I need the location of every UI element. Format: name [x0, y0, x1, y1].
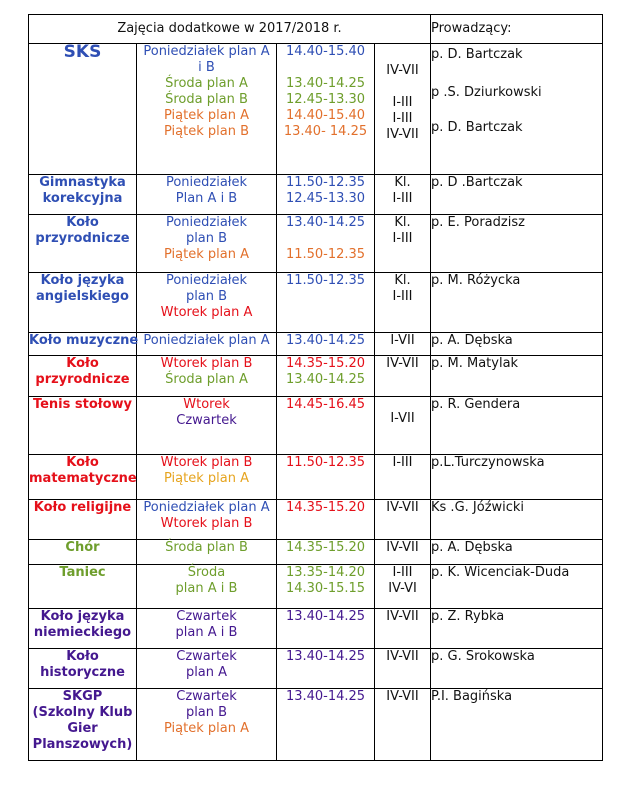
schedule-table — [28, 14, 603, 761]
activity-name: Koło historyczne — [29, 649, 137, 689]
activity-leaders: p. G. Srokowska — [431, 649, 603, 689]
activity-name: Koło przyrodnicze — [29, 215, 137, 273]
activity-leaders: p. E. Poradzisz — [431, 215, 603, 273]
activity-leaders: p.L.Turczynowska — [431, 455, 603, 500]
activity-hours: 13.40-14.25 — [277, 689, 375, 761]
activity-leaders: p. M. Matylak — [431, 356, 603, 397]
activity-days: Poniedziałek plan B Wtorek plan A — [137, 273, 277, 333]
activity-hours: 11.50-12.35 — [277, 273, 375, 333]
activity-days: Wtorek plan B Środa plan A — [137, 356, 277, 397]
activity-classes: IV-VII — [375, 540, 431, 565]
activity-name: Koło religijne — [29, 500, 137, 540]
activity-name: Koło muzyczne — [29, 333, 137, 356]
activity-leaders: p. A. Dębska — [431, 540, 603, 565]
activity-classes: I-III IV-VI — [375, 565, 431, 609]
activity-classes: IV-VII — [375, 689, 431, 761]
table-row — [29, 689, 603, 761]
table-row — [29, 565, 603, 609]
activity-leaders: Ks .G. Jóźwicki — [431, 500, 603, 540]
activity-leaders: P.I. Bagińska — [431, 689, 603, 761]
activity-name: SKGP (Szkolny Klub Gier Planszowych) — [29, 689, 137, 761]
activity-days: Poniedziałek plan A i B Środa plan A Środa plan B Piątek plan A Piątek plan B — [137, 44, 277, 175]
page-title: Zajęcia dodatkowe w 2017/2018 r. — [29, 15, 431, 44]
activity-classes: Kl. I-III — [375, 273, 431, 333]
activity-classes: I-III — [375, 455, 431, 500]
activity-days: Środa plan B — [137, 540, 277, 565]
activity-hours: 13.35-14.20 14.30-15.15 — [277, 565, 375, 609]
table-row — [29, 175, 603, 215]
activity-days: Wtorek Czwartek — [137, 397, 277, 455]
table-row — [29, 44, 603, 175]
activity-hours: 14.45-16.45 — [277, 397, 375, 455]
activity-hours: 11.50-12.35 12.45-13.30 — [277, 175, 375, 215]
table-row — [29, 500, 603, 540]
activity-leaders: p. K. Wicenciak-Duda — [431, 565, 603, 609]
activity-leaders: p. D. Bartczak p .S. Dziurkowski p. D. Bartczak — [431, 44, 603, 175]
activity-name: Gimnastyka korekcyjna — [29, 175, 137, 215]
activity-name: Koło matematyczne — [29, 455, 137, 500]
activity-days: Poniedziałek Plan A i B — [137, 175, 277, 215]
activity-name: Koło języka angielskiego — [29, 273, 137, 333]
activity-classes: I-VII — [375, 397, 431, 455]
leader-column-header: Prowadzący: — [431, 15, 603, 44]
activity-classes: IV-VII — [375, 649, 431, 689]
activity-classes: IV-VII I-III I-III IV-VII — [375, 44, 431, 175]
activity-leaders: p. M. Różycka — [431, 273, 603, 333]
activity-days: Czwartek plan A i B — [137, 609, 277, 649]
activity-classes: Kl. I-III — [375, 215, 431, 273]
activity-leaders: p. R. Gendera — [431, 397, 603, 455]
activity-hours: 13.40-14.25 — [277, 609, 375, 649]
table-row — [29, 455, 603, 500]
activity-days: Środa plan A i B — [137, 565, 277, 609]
activity-classes: IV-VII — [375, 500, 431, 540]
table-row — [29, 609, 603, 649]
activity-hours: 11.50-12.35 — [277, 455, 375, 500]
activity-classes: IV-VII — [375, 356, 431, 397]
activity-hours: 13.40-14.25 11.50-12.35 — [277, 215, 375, 273]
activity-hours: 14.35-15.20 13.40-14.25 — [277, 356, 375, 397]
activity-days: Poniedziałek plan A — [137, 333, 277, 356]
activity-days: Czwartek plan B Piątek plan A — [137, 689, 277, 761]
activity-name: SKS — [29, 44, 137, 175]
activity-days: Czwartek plan A — [137, 649, 277, 689]
activity-days: Poniedziałek plan A Wtorek plan B — [137, 500, 277, 540]
activity-leaders: p. D .Bartczak — [431, 175, 603, 215]
table-row — [29, 273, 603, 333]
activity-hours: 13.40-14.25 — [277, 333, 375, 356]
activity-hours: 14.40-15.40 13.40-14.25 12.45-13.30 14.40-15.40 13.40- 14.25 — [277, 44, 375, 175]
table-row — [29, 356, 603, 397]
activity-classes: IV-VII — [375, 609, 431, 649]
activity-hours: 13.40-14.25 — [277, 649, 375, 689]
table-row — [29, 540, 603, 565]
activity-name: Taniec — [29, 565, 137, 609]
activity-hours: 14.35-15.20 — [277, 500, 375, 540]
table-row — [29, 397, 603, 455]
table-row — [29, 333, 603, 356]
table-row — [29, 215, 603, 273]
activity-leaders: p. A. Dębska — [431, 333, 603, 356]
activity-name: Chór — [29, 540, 137, 565]
activity-days: Wtorek plan B Piątek plan A — [137, 455, 277, 500]
activity-leaders: p. Z. Rybka — [431, 609, 603, 649]
activity-name: Koło przyrodnicze — [29, 356, 137, 397]
activity-classes: Kl. I-III — [375, 175, 431, 215]
header-row — [29, 15, 603, 44]
activity-name: Tenis stołowy — [29, 397, 137, 455]
activity-name: Koło języka niemieckiego — [29, 609, 137, 649]
activity-hours: 14.35-15.20 — [277, 540, 375, 565]
activity-classes: I-VII — [375, 333, 431, 356]
table-row — [29, 649, 603, 689]
activity-days: Poniedziałek plan B Piątek plan A — [137, 215, 277, 273]
